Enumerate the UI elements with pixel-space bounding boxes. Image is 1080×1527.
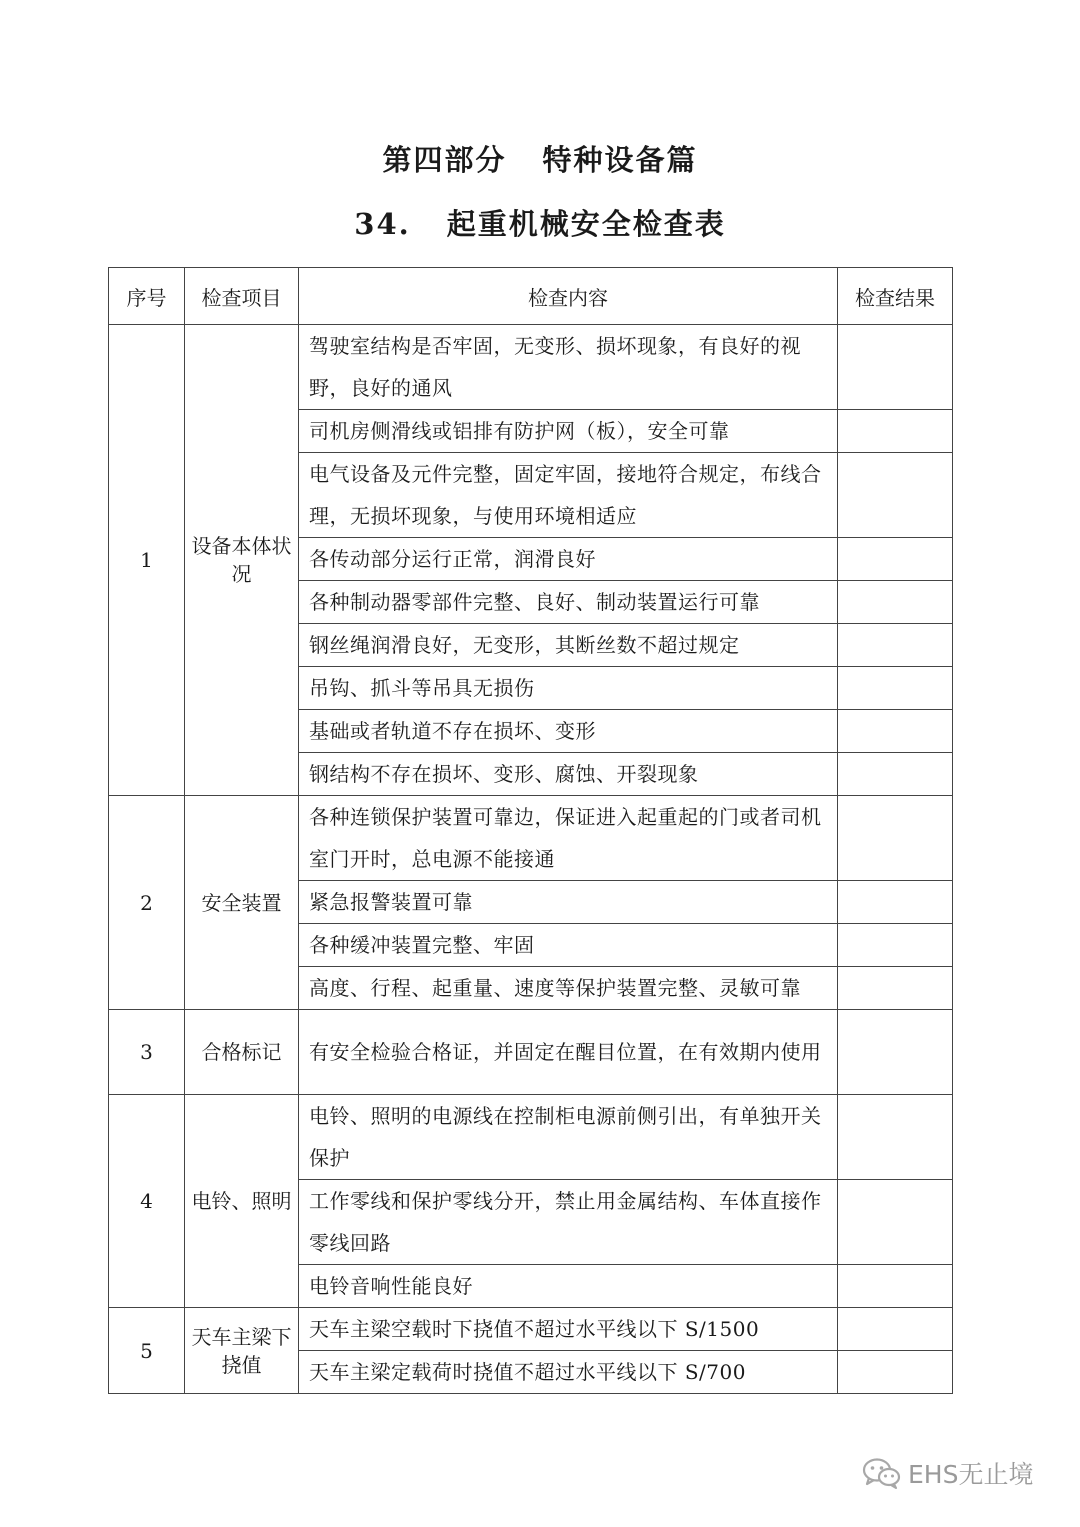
- content-cell: 各种缓冲装置完整、牢固: [299, 924, 838, 967]
- header-seq: 序号: [109, 268, 185, 325]
- inspection-table: [108, 267, 953, 1394]
- table-row: [109, 796, 953, 881]
- content-cell: 吊钩、抓斗等吊具无损伤: [299, 667, 838, 710]
- content-cell: 钢结构不存在损坏、变形、腐蚀、开裂现象: [299, 753, 838, 796]
- seq-cell: 1: [109, 325, 185, 796]
- content-cell: 高度、行程、起重量、速度等保护装置完整、灵敏可靠: [299, 967, 838, 1010]
- seq-cell: 4: [109, 1095, 185, 1308]
- result-cell[interactable]: [838, 1180, 953, 1265]
- sheet-title: [0, 202, 1080, 243]
- content-cell: 电气设备及元件完整，固定牢固，接地符合规定，布线合理，无损坏现象，与使用环境相适应: [299, 453, 838, 538]
- header-result: 检查结果: [838, 268, 953, 325]
- result-cell[interactable]: [838, 1010, 953, 1095]
- result-cell[interactable]: [838, 881, 953, 924]
- result-cell[interactable]: [838, 453, 953, 538]
- result-cell[interactable]: [838, 710, 953, 753]
- result-cell[interactable]: [838, 538, 953, 581]
- content-cell: 紧急报警装置可靠: [299, 881, 838, 924]
- content-cell: 基础或者轨道不存在损坏、变形: [299, 710, 838, 753]
- item-cell: 合格标记: [185, 1010, 299, 1095]
- content-cell: 各种连锁保护装置可靠边，保证进入起重起的门或者司机室门开时，总电源不能接通: [299, 796, 838, 881]
- content-cell: 驾驶室结构是否牢固，无变形、损坏现象，有良好的视野，良好的通风: [299, 325, 838, 410]
- seq-cell: 2: [109, 796, 185, 1010]
- item-cell: 电铃、照明: [185, 1095, 299, 1308]
- content-cell: 天车主梁空载时下挠值不超过水平线以下 S/1500: [299, 1308, 838, 1351]
- result-cell[interactable]: [838, 967, 953, 1010]
- table-header-row: [109, 268, 953, 325]
- content-cell: 电铃音响性能良好: [299, 1265, 838, 1308]
- result-cell[interactable]: [838, 325, 953, 410]
- seq-cell: 3: [109, 1010, 185, 1095]
- item-cell: 天车主梁下挠值: [185, 1308, 299, 1394]
- part-title: [0, 138, 1080, 179]
- table-row: [109, 1308, 953, 1351]
- table-row: [109, 1095, 953, 1180]
- result-cell[interactable]: [838, 1095, 953, 1180]
- result-cell[interactable]: [838, 796, 953, 881]
- result-cell[interactable]: [838, 624, 953, 667]
- content-cell: 各种制动器零部件完整、良好、制动装置运行可靠: [299, 581, 838, 624]
- watermark: [862, 1455, 1033, 1491]
- item-cell: 设备本体状况: [185, 325, 299, 796]
- content-cell: 工作零线和保护零线分开，禁止用金属结构、车体直接作零线回路: [299, 1180, 838, 1265]
- content-cell: 司机房侧滑线或铝排有防护网（板），安全可靠: [299, 410, 838, 453]
- table-row: [109, 325, 953, 410]
- wechat-icon: [862, 1457, 902, 1489]
- part-title-name: 特种设备篇: [542, 143, 698, 177]
- header-item: 检查项目: [185, 268, 299, 325]
- item-cell: 安全装置: [185, 796, 299, 1010]
- result-cell[interactable]: [838, 410, 953, 453]
- result-cell[interactable]: [838, 1351, 953, 1394]
- header-content: 检查内容: [299, 268, 838, 325]
- sheet-number: 34.: [354, 207, 411, 241]
- result-cell[interactable]: [838, 1308, 953, 1351]
- result-cell[interactable]: [838, 1265, 953, 1308]
- content-cell: 电铃、照明的电源线在控制柜电源前侧引出，有单独开关保护: [299, 1095, 838, 1180]
- result-cell[interactable]: [838, 924, 953, 967]
- sheet-title-text: 起重机械安全检查表: [446, 207, 726, 241]
- result-cell[interactable]: [838, 667, 953, 710]
- content-cell: 钢丝绳润滑良好，无变形，其断丝数不超过规定: [299, 624, 838, 667]
- result-cell[interactable]: [838, 753, 953, 796]
- content-cell: 各传动部分运行正常，润滑良好: [299, 538, 838, 581]
- content-cell: 有安全检验合格证，并固定在醒目位置，在有效期内使用: [299, 1010, 838, 1095]
- watermark-text: EHS无止境: [908, 1460, 1034, 1489]
- result-cell[interactable]: [838, 581, 953, 624]
- table-row: [109, 1010, 953, 1095]
- seq-cell: 5: [109, 1308, 185, 1394]
- part-title-number: 第四部分: [382, 143, 507, 177]
- content-cell: 天车主梁定载荷时挠值不超过水平线以下 S/700: [299, 1351, 838, 1394]
